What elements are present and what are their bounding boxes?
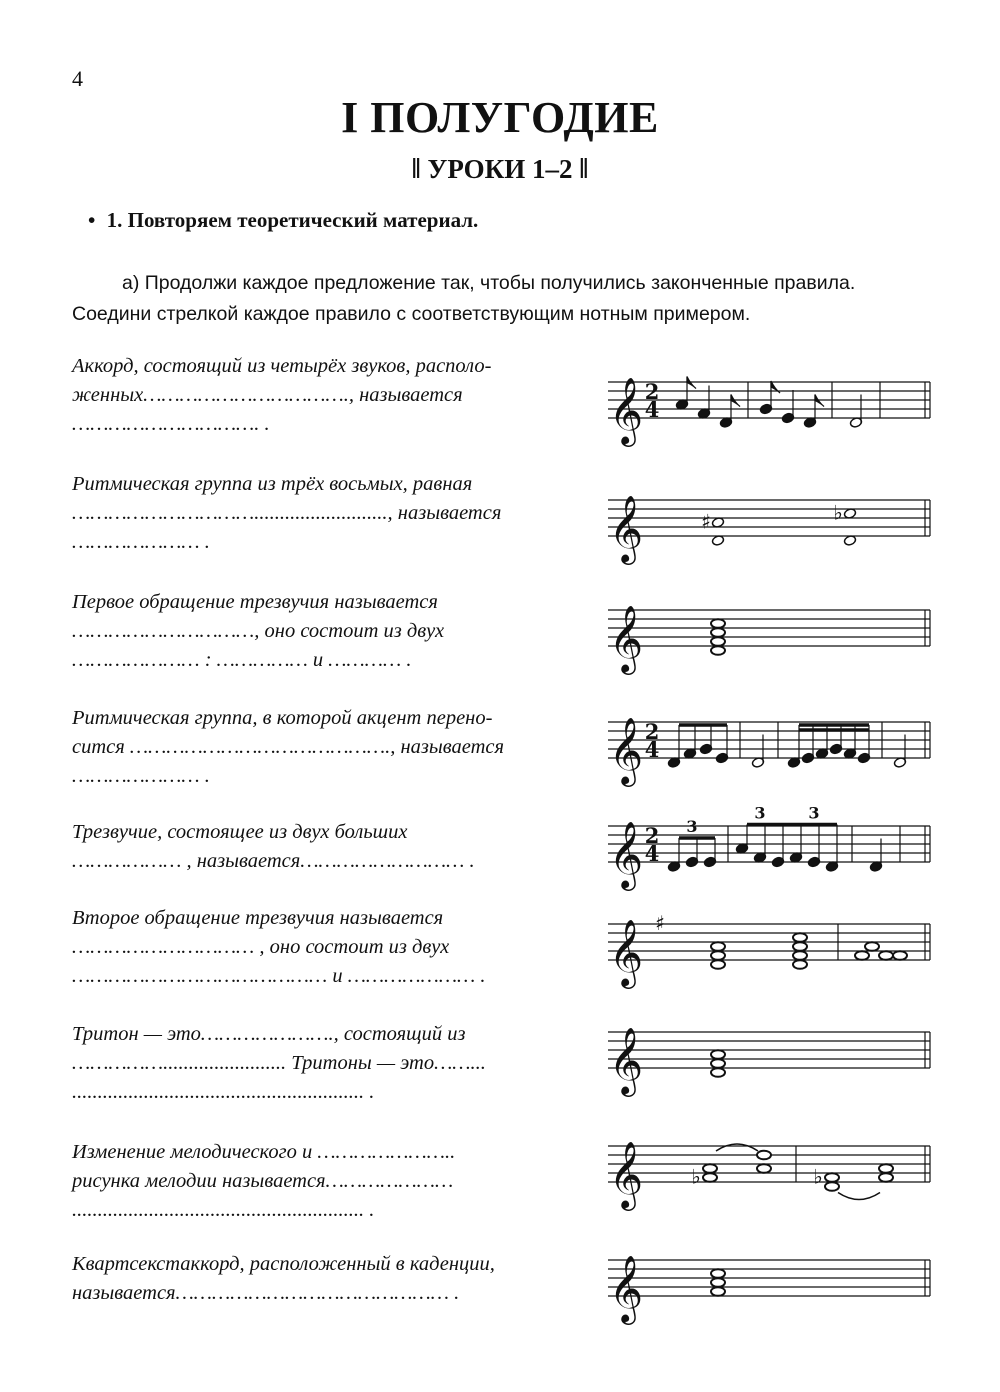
rule-line: женных……………………………., называется <box>72 384 463 406</box>
whole-note-head <box>711 1068 725 1077</box>
time-signature-top: 2 <box>644 719 660 744</box>
whole-note-head <box>711 951 725 960</box>
tie <box>838 1193 880 1200</box>
whole-note-head <box>711 1050 725 1059</box>
triplet-mark: 3 <box>754 803 766 823</box>
rule-line: рисунка мелодии называется………………… <box>72 1170 454 1192</box>
rule-line: сится ……………………………………., называется <box>72 736 505 758</box>
rule-line: Второе обращение трезвучия называется <box>72 907 444 929</box>
rule-text <box>72 1020 587 1107</box>
music-staff[interactable] <box>600 1230 940 1340</box>
lesson-label: УРОКИ 1–2 <box>427 154 573 184</box>
whole-note-head <box>711 1287 725 1296</box>
treble-clef-icon: 𝄞 <box>608 1254 644 1322</box>
triplet-mark: 3 <box>686 817 698 836</box>
time-signature-bottom: 4 <box>644 737 660 762</box>
page-title: I ПОЛУГОДИЕ <box>341 93 659 142</box>
rule-line: ………………………… , оно состоит из двух <box>72 936 450 958</box>
sharp-icon: ♯ <box>701 509 711 534</box>
rule-line: ………………………….........................., называется <box>72 502 502 524</box>
whole-note-head <box>825 1182 839 1191</box>
whole-note-head <box>855 951 869 960</box>
treble-clef-icon: 𝄞 <box>608 1026 644 1094</box>
rule-line: ………………… . <box>72 765 210 787</box>
whole-note-head <box>711 637 725 646</box>
task-instruction: а) Продолжи каждое предложение так, чтобы получились законченные правила. Соедини стрелкой каждое правило с соответствующим нотным примером. <box>72 272 856 325</box>
rule-text <box>72 704 587 791</box>
whole-note-head <box>793 942 807 951</box>
treble-clef-icon: 𝄞 <box>608 716 644 784</box>
rule-line: Ритмическая группа из трёх восьмых, равная <box>72 473 473 495</box>
whole-note-head <box>793 951 807 960</box>
music-staff[interactable] <box>600 796 940 906</box>
tie <box>716 1144 758 1151</box>
whole-note-head <box>865 942 879 951</box>
rule-line: ………………… . <box>72 531 210 553</box>
music-staff[interactable] <box>600 1002 940 1112</box>
rule-line: называется……………………………………… . <box>72 1282 460 1304</box>
music-staff[interactable] <box>600 1116 940 1226</box>
rule-line: Аккорд, состоящий из четырёх звуков, располо- <box>72 355 492 377</box>
rule-line: ……………........................ Тритоны — это……... <box>72 1052 486 1074</box>
page-number: 4 <box>72 66 83 91</box>
task-heading <box>88 208 478 233</box>
flat-icon: ♭ <box>833 500 843 525</box>
triplet-mark: 3 <box>808 803 820 823</box>
whole-note-head <box>757 1151 771 1160</box>
whole-note-head <box>879 951 893 960</box>
treble-clef-icon: 𝄞 <box>608 604 644 672</box>
rule-line: …………………………, оно состоит из двух <box>72 620 445 642</box>
flat-icon: ♭ <box>691 1164 701 1189</box>
rule-line: ………………… : …………… и ………… . <box>72 649 412 671</box>
whole-note-head <box>757 1164 771 1173</box>
rule-line: Трезвучие, состоящее из двух больших <box>72 821 408 843</box>
whole-note-head <box>711 1278 725 1287</box>
rule-line: Тритон — это…………………., состоящий из <box>72 1023 466 1045</box>
rule-text <box>72 352 587 439</box>
rule-line: …………………………. . <box>72 413 270 435</box>
flat-icon: ♭ <box>813 1164 823 1189</box>
treble-clef-icon: 𝄞 <box>608 1140 644 1208</box>
whole-note-head <box>711 942 725 951</box>
time-signature-top: 2 <box>644 379 660 404</box>
rule-text <box>72 470 587 557</box>
double-bar-left: ‖ <box>411 154 421 185</box>
rule-line: Первое обращение трезвучия называется <box>72 591 438 613</box>
time-signature-bottom: 4 <box>644 397 660 422</box>
music-staff[interactable] <box>600 580 940 690</box>
lesson-heading <box>0 154 1000 186</box>
whole-note-head <box>893 951 907 960</box>
rule-line: Ритмическая группа, в которой акцент перено- <box>72 707 493 729</box>
time-signature-top: 2 <box>644 823 660 848</box>
music-staff[interactable] <box>600 352 940 462</box>
whole-note-head <box>711 1059 725 1068</box>
whole-note-head <box>711 619 725 628</box>
whole-note-head <box>703 1173 717 1182</box>
whole-note-head <box>793 933 807 942</box>
rule-line: …………………………………… и ………………… . <box>72 965 486 987</box>
whole-note-head <box>879 1164 893 1173</box>
whole-note-head <box>711 1269 725 1278</box>
rule-line: ......................................................... . <box>72 1199 375 1221</box>
bullet-icon: • <box>88 208 96 232</box>
whole-note-head <box>793 960 807 969</box>
treble-clef-icon: 𝄞 <box>608 820 644 888</box>
whole-note-head <box>711 628 725 637</box>
whole-note-head <box>703 1164 717 1173</box>
music-staff[interactable] <box>600 692 940 802</box>
rule-line: ......................................................... . <box>72 1081 375 1103</box>
treble-clef-icon: 𝄞 <box>608 918 644 986</box>
whole-note-head <box>825 1173 839 1182</box>
rule-text <box>72 1138 587 1225</box>
key-signature-sharp-icon: ♯ <box>655 911 665 935</box>
rule-text <box>72 904 587 991</box>
rule-line: Квартсекстаккорд, расположенный в каденции, <box>72 1253 495 1275</box>
whole-note-head <box>711 960 725 969</box>
treble-clef-icon: 𝄞 <box>608 494 644 562</box>
whole-note-head <box>711 646 725 655</box>
time-signature-bottom: 4 <box>644 841 660 866</box>
rule-text <box>72 1250 587 1308</box>
double-bar-right: ‖ <box>579 154 589 185</box>
whole-note-head <box>879 1173 893 1182</box>
rule-line: Изменение мелодического и ………………….. <box>72 1141 456 1163</box>
rule-line: ……………… , называется……………………… . <box>72 850 475 872</box>
music-staff[interactable] <box>600 894 940 1004</box>
rule-text <box>72 818 587 876</box>
treble-clef-icon: 𝄞 <box>608 376 644 444</box>
music-staff[interactable] <box>600 470 940 580</box>
task-title: 1. Повторяем теоретический материал. <box>106 208 479 232</box>
rule-text <box>72 588 587 675</box>
